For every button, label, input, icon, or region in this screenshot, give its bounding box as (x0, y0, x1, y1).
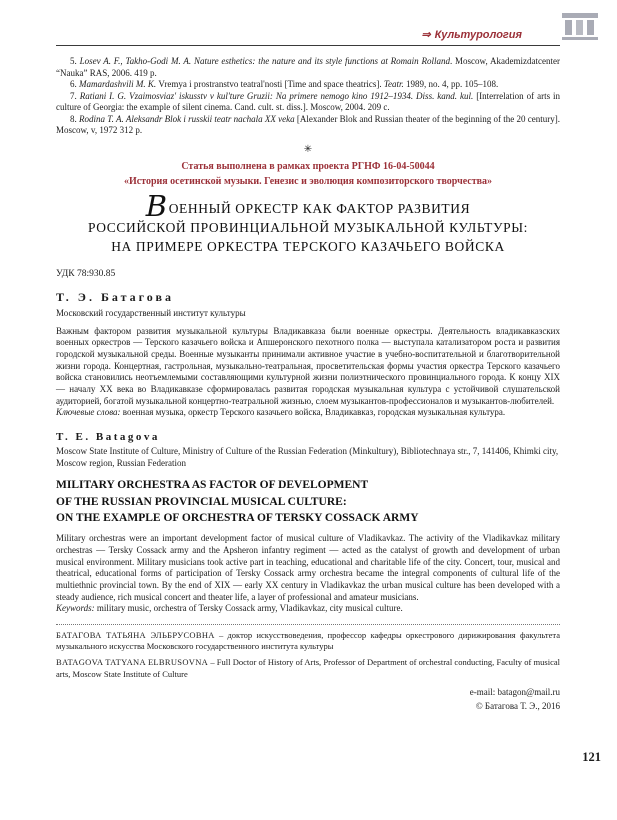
author-bio-block (56, 630, 560, 680)
copyright-line: © Батагова Т. Э., 2016 (475, 700, 560, 711)
reference-item (56, 56, 560, 79)
reference-segment-italic: Rodina T. A. (79, 113, 126, 124)
references-list (56, 56, 560, 137)
reference-segment: Vremya i prostranstvo teatral'nosti [Time and space theatrics]. (158, 79, 384, 90)
bio-ru-name: БАТАГОВА ТАТЬЯНА ЭЛЬБРУСОВНА (56, 629, 215, 640)
project-note-line2: «История осетинской музыки. Генезис и эволюция композиторского творчества» (123, 175, 493, 187)
reference-segment: 1989, no. 4, pp. 105–108. (403, 79, 499, 90)
title-ru-line3: НА ПРИМЕРЕ ОРКЕСТРА ТЕРСКОГО КАЗАЧЬЕГО ВОЙСКА (111, 238, 505, 254)
section-divider-star-icon: ✳ (303, 143, 313, 155)
title-ru-line2: РОССИЙСКОЙ ПРОВИНЦИАЛЬНОЙ МУЗЫКАЛЬНОЙ КУЛЬТУРЫ: (88, 219, 528, 235)
title-en-line3: ON THE EXAMPLE OF ORCHESTRA OF TERSKY COSSACK ARMY (56, 512, 419, 525)
page-number: 121 (582, 750, 601, 764)
abstract-en: Military orchestras were an important development factor of musical culture of Vladikavkaz. The activity of the Vladikavkaz military orchestras — Tersky Cossack army and the Apsheron infantry regiment — acted as the catalyst of growth and development of urban musical environment. Military musicians took active part in teaching, educational and charitable life of the city. Concert, tour, musical and theatrical, educational forms of participation of Tersky Cossack army orchestra became the integral components of cultural life of the multiethnic provincial town. By the end of XIX — early XX century in Vladikavkaz the urban musical culture has been developed with a steady audience, rich musical concert and theater life, a layer of professional and amateur musicians. (56, 533, 560, 602)
arrow-icon: ⇒ (421, 29, 431, 41)
title-ru-line1 (56, 188, 560, 223)
reference-segment: 8. (70, 113, 80, 124)
keywords-ru (56, 407, 560, 419)
page-header (56, 28, 560, 41)
bio-ru-text: – доктор искусствоведения, профессор кафедры оркестрового дирижирования факультета музыкального искусства Московского государственного института культуры (56, 629, 560, 652)
reference-segment: 6. (70, 79, 79, 90)
reference-segment-italic: Vzaimosviaz' iskusstv v kul'ture Gruzii: Na primere nemogo kino 1912–1934. Diss. kand. kul. (129, 90, 477, 101)
reference-segment: 5. (70, 56, 80, 66)
drop-cap-initial: В (145, 188, 168, 223)
article-title-ru (56, 188, 560, 256)
email-line: e-mail: batagon@mail.ru (469, 686, 560, 697)
keywords-label-en: Keywords: (56, 603, 95, 614)
reference-segment-italic: Aleksandr Blok i russkii teatr nachala XX veka (125, 113, 297, 124)
affiliation-ru: Московский государственный институт культуры (56, 308, 246, 319)
dotted-divider (56, 624, 560, 625)
bio-en (56, 657, 560, 679)
project-note (56, 159, 560, 189)
reference-segment: [Alexander Blok and Russian theater of the beginning of the 20 century]. Moscow, v, 1972 312 p. (56, 113, 560, 136)
project-note-line1: Статья выполнена в рамках проекта РГНФ 16-04-50044 (181, 160, 435, 172)
article-title-en (56, 477, 560, 527)
keywords-text-ru: военная музыка, оркестр Терского казачьего войска, Владикавказ, городская музыкальная культура. (120, 407, 506, 418)
udc-code: УДК 78:930.85 (56, 269, 116, 280)
title-en-line1: MILITARY ORCHESTRA AS FACTOR OF DEVELOPMENT (56, 479, 369, 492)
reference-segment-italic: Losev A. F., Takho-Godi M. A. (79, 56, 194, 66)
reference-segment-italic: Mamardashvili M. K. (79, 79, 159, 90)
reference-item (56, 79, 560, 91)
keywords-text-en: military music, orchestra of Tersky Cossack army, Vladikavkaz, city musical culture. (94, 603, 403, 614)
reference-item (56, 114, 560, 137)
reference-segment-italic: Ratiani I. G. (79, 90, 130, 101)
title-ru-line1-rest: ОЕННЫЙ ОРКЕСТР КАК ФАКТОР РАЗВИТИЯ (168, 200, 471, 216)
reference-segment-italic: Teatr. (383, 79, 404, 90)
affiliation-en: Moscow State Institute of Culture, Ministry of Culture of the Russian Federation (Minkultury), Bibliotechnaya str., 7, 141406, Khimki city, Moscow region, Russian Federation (56, 446, 559, 468)
section-label: Культурология (434, 29, 522, 41)
header-rule (56, 45, 560, 46)
keywords-en (56, 603, 560, 615)
bio-en-name: BATAGOVA TATYANA ELBRUSOVNA (56, 657, 209, 668)
journal-columns-logo-icon (561, 12, 599, 42)
reference-segment: [Interrelation of arts in culture of Georgia: the example of silent cinema. Cand. cult. st. diss.]. Moscow, 2004. 209 с. (56, 90, 561, 113)
reference-segment-italic: Nature esthetics: the nature and its style functions at Romain Rolland (193, 56, 450, 66)
bio-en-text: – Full Doctor of History of Arts, Professor of Department of orchestral conducting, Faculty of musical arts, Moscow State Institute of Culture (56, 657, 560, 679)
keywords-label-ru: Ключевые слова: (56, 407, 121, 418)
title-en-line2: OF THE RUSSIAN PROVINCIAL MUSICAL CULTURE: (56, 495, 347, 508)
bio-ru (56, 630, 560, 652)
abstract-ru: Важным фактором развития музыкальной культуры Владикавказа были военные оркестры. Деятельность владикавказских военных оркестров — Терского казачьего войска и Апшеронского пехотного полка — выступала катализатором роста и развития городской музыкальной среды. Военные музыканты принимали активное участие в учебно-воспитательной и благотворительной жизни города. Концертная, гастрольная, музыкально-театральная, просветительская формы участия оркестра Терского казачьего войска становились неотъемлемыми составляющими культурной жизни полиэтнического провинциального города. К концу XIX — началу XX века во Владикавказе сформировалась развитая городская музыкальная культура с устойчивой слушательской аудиторией, богатой музыкальной концертно-театральной жизнью, слоем музыкантов-профессионалов и музыкантов-любителей. (56, 325, 560, 406)
reference-item (56, 91, 560, 114)
footer-contact (56, 686, 560, 714)
author-name-ru: Т. Э. Батагова (56, 290, 174, 305)
reference-segment: . Moscow, Akademizdatcenter “Nauka” RAS, 2006. 419 p. (56, 56, 560, 78)
author-name-en: T. E. Batagova (56, 431, 160, 444)
reference-segment: 7. (70, 90, 80, 101)
